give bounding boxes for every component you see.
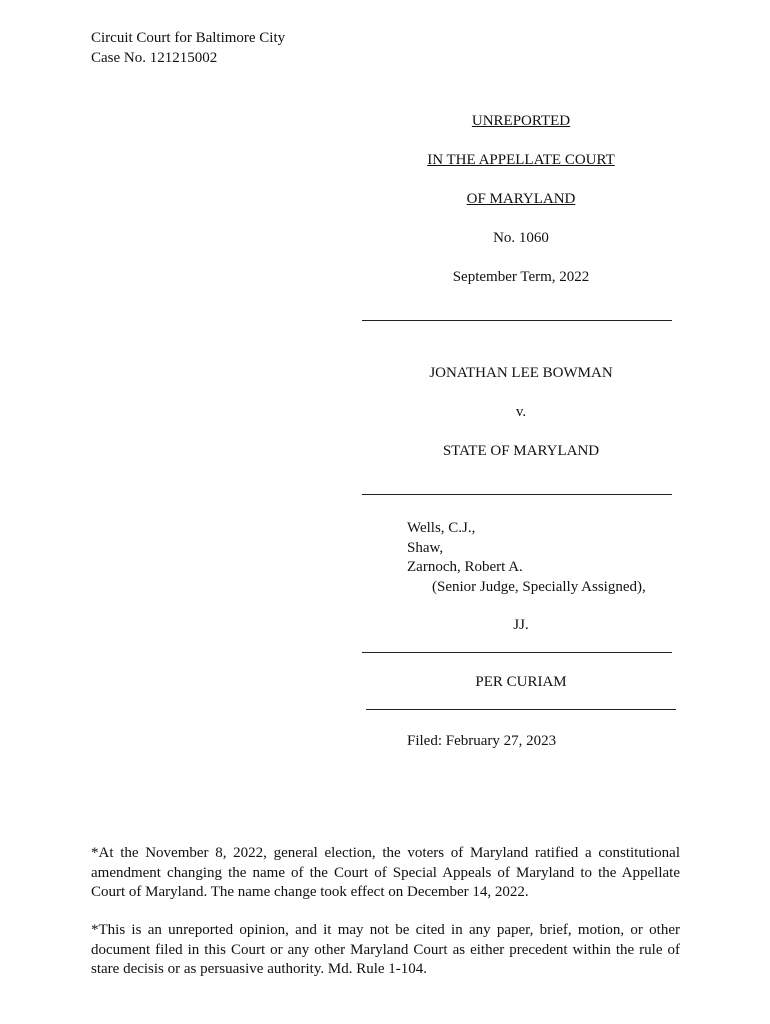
footnote-name-change: *At the November 8, 2022, general election, the voters of Maryland ratified a constitutional amendment changing the name of the Court of Special Appeals of Maryland to the Appellate Court of Maryland. The name change took effect on December 14, 2022. <box>91 845 680 900</box>
divider-4 <box>366 709 676 710</box>
versus-label: v. <box>515 404 527 420</box>
judges-abbreviation: JJ. <box>513 617 529 633</box>
court-name-line1: IN THE APPELLATE COURT <box>427 152 615 168</box>
appellant-name: JONATHAN LEE BOWMAN <box>429 365 613 381</box>
lower-court-header <box>91 29 285 68</box>
divider-2 <box>362 494 672 495</box>
docket-number: No. 1060 <box>493 230 549 246</box>
lower-court-name: Circuit Court for Baltimore City <box>91 30 286 46</box>
divider-1 <box>362 320 672 321</box>
judge-panel <box>407 519 646 597</box>
judge-1: Wells, C.J., <box>407 520 476 536</box>
lower-court-case-number: Case No. 121215002 <box>91 49 218 66</box>
judge-3: Zarnoch, Robert A. <box>407 559 523 575</box>
judge-2: Shaw, <box>407 539 444 556</box>
opinion-author: PER CURIAM <box>475 674 567 690</box>
divider-3 <box>362 652 672 653</box>
status-label: UNREPORTED <box>471 113 571 129</box>
judge-3-note: (Senior Judge, Specially Assigned), <box>432 578 646 595</box>
filed-date: Filed: February 27, 2023 <box>407 733 557 749</box>
court-name-line2: OF MARYLAND <box>466 191 576 207</box>
footnote-unreported: *This is an unreported opinion, and it may not be cited in any paper, brief, motion, or other document filed in this Court or any other Maryland Court as either precedent within the rule of stare decisis or as persuasive authority. Md. Rule 1-104. <box>91 922 680 977</box>
appellee-name: STATE OF MARYLAND <box>442 443 600 459</box>
court-term: September Term, 2022 <box>452 269 590 285</box>
